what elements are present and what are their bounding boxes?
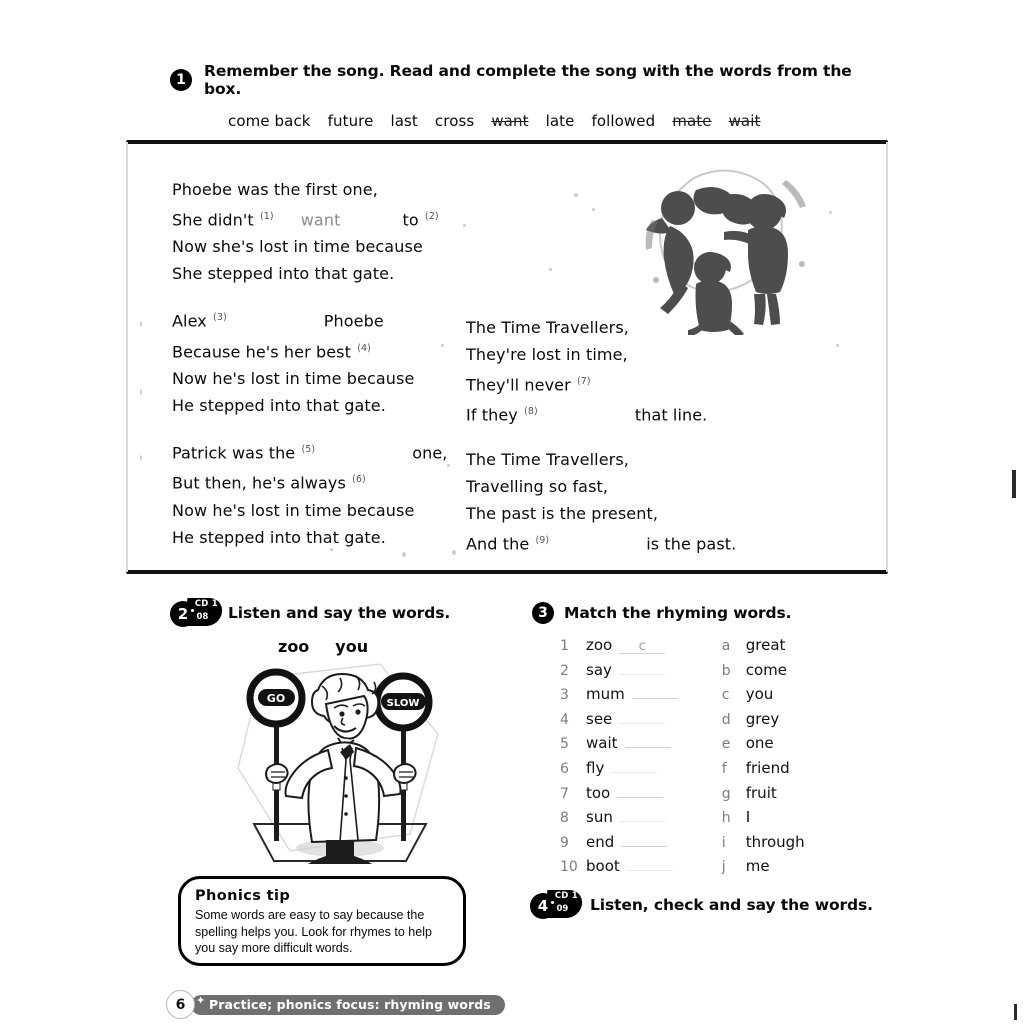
song-line <box>172 304 447 334</box>
song-line-text: Because he's her best <box>172 341 357 361</box>
song-line-text: Now he's lost in time because <box>172 500 415 520</box>
star-icon: ✦ <box>196 994 206 1007</box>
item-number: 8 <box>560 810 569 827</box>
matching-item[interactable] <box>560 784 678 809</box>
option-word: one <box>745 734 774 753</box>
option-letter: f <box>721 760 727 777</box>
song-line-text: She didn't <box>172 210 259 230</box>
option-letter: b <box>721 662 731 679</box>
item-word: zoo <box>586 636 613 654</box>
exercise-3-rubric: Match the rhyming words. <box>564 604 792 622</box>
phonics-word: you <box>335 637 369 656</box>
word-box <box>228 112 890 130</box>
footer-wrap <box>166 990 505 1019</box>
exercise-1-rubric: Remember the song. Read and complete the song with the words from the box. <box>204 62 852 98</box>
cd-track-icon <box>530 890 582 920</box>
song-line-text: Alex <box>172 311 213 331</box>
phonics-tip-title: Phonics tip <box>195 888 291 904</box>
gap-number: (1) <box>259 211 274 222</box>
song-line-text: Patrick was the <box>172 443 301 463</box>
song-line <box>172 466 447 496</box>
gap-number: (2) <box>424 211 439 222</box>
matching-item[interactable] <box>560 685 678 710</box>
phonics-tip-body: Some words are easy to say because the spelling helps you. Look for rhymes to help you say more difficult words. <box>195 908 432 955</box>
cd-hole <box>551 901 554 904</box>
song-verse <box>466 314 736 429</box>
song-line <box>466 446 736 473</box>
song-lyrics-right <box>466 314 736 574</box>
phonics-tip-box <box>178 876 466 966</box>
matching-right-column <box>722 636 805 882</box>
footer-caption: Practice; phonics focus: rhyming words <box>191 995 505 1015</box>
option-letter: i <box>721 834 726 851</box>
song-panel-top-rule <box>126 140 888 144</box>
cd-label: CD 1 <box>194 599 218 609</box>
time-travellers-illustration <box>636 160 821 335</box>
exercise-2-header <box>170 598 500 628</box>
item-number: 2 <box>560 662 569 679</box>
song-lyrics-left <box>172 176 447 568</box>
item-word: boot <box>586 857 620 876</box>
scan-edge-mark <box>1012 470 1016 498</box>
option-letter: c <box>721 687 730 704</box>
answer-blank[interactable]: c <box>619 640 665 654</box>
song-line-text: He stepped into that gate. <box>172 527 386 547</box>
matching-item[interactable] <box>560 636 678 661</box>
item-number: 4 <box>560 711 569 728</box>
item-word: fly <box>586 758 605 777</box>
item-number: 3 <box>560 687 569 704</box>
exercise-2-rubric: Listen and say the words. <box>228 604 451 622</box>
answer-blank[interactable] <box>621 833 667 847</box>
word-box-item: come back <box>228 112 311 130</box>
song-line <box>466 398 736 428</box>
cd-hole <box>191 609 194 612</box>
option-letter: a <box>721 638 731 654</box>
item-word: wait <box>586 734 618 753</box>
word-box-item: mate <box>672 112 712 130</box>
item-word: sun <box>586 808 613 827</box>
word-box-item: want <box>491 112 529 130</box>
item-number: 10 <box>560 859 578 876</box>
song-line-text: Travelling so fast, <box>466 476 609 496</box>
cd-track-icon <box>170 598 222 628</box>
gap-number: (7) <box>576 376 591 387</box>
page-number: 6 <box>166 990 195 1019</box>
song-verse <box>172 176 447 287</box>
option-letter: e <box>721 736 731 753</box>
song-line <box>172 524 447 551</box>
matching-option[interactable] <box>722 784 805 809</box>
item-number: 6 <box>560 760 569 777</box>
exercise-4 <box>530 890 873 920</box>
answer-blank[interactable] <box>619 661 665 675</box>
song-panel <box>126 140 888 574</box>
song-line-text: Now he's lost in time because <box>172 368 415 388</box>
matching-exercise <box>560 636 872 882</box>
exercise-number-badge: 2 <box>170 601 196 627</box>
answer-blank[interactable] <box>619 710 665 724</box>
exercise-4-rubric: Listen, check and say the words. <box>590 896 873 914</box>
song-line-text: If they <box>466 405 524 425</box>
song-line-text: to <box>402 210 424 230</box>
matching-item[interactable] <box>560 857 678 882</box>
matching-item[interactable] <box>560 759 678 784</box>
word-box-item: followed <box>591 112 656 130</box>
item-number: 9 <box>560 834 569 851</box>
option-letter: d <box>721 711 731 728</box>
option-word: I <box>745 808 751 827</box>
option-letter: j <box>721 859 726 876</box>
song-line-text: The Time Travellers, <box>466 318 629 337</box>
song-line <box>466 527 736 557</box>
song-line-text: They're lost in time, <box>466 345 628 364</box>
song-line-text: She stepped into that gate. <box>172 264 395 284</box>
item-number: 7 <box>560 785 569 802</box>
item-number: 5 <box>560 736 569 753</box>
option-letter: h <box>721 810 731 827</box>
matching-option[interactable] <box>722 710 805 735</box>
item-word: too <box>586 783 611 802</box>
option-word: fruit <box>745 783 777 802</box>
cd-label: CD 1 <box>554 891 578 901</box>
option-word: through <box>745 832 805 851</box>
song-line <box>172 436 447 466</box>
option-word: grey <box>745 709 780 728</box>
cd-track-number: 09 <box>556 904 569 914</box>
song-panel-left-edge <box>126 142 128 572</box>
song-verse <box>172 304 447 419</box>
song-line-text: is the past. <box>646 533 737 553</box>
matching-option[interactable] <box>722 808 805 833</box>
gap-number: (6) <box>352 474 366 486</box>
song-line-text: Phoebe <box>323 311 384 331</box>
sign-left-label: GO <box>266 692 286 705</box>
answer-blank[interactable] <box>617 784 663 798</box>
song-line <box>172 260 447 287</box>
option-word: you <box>745 685 774 704</box>
exercise-number-badge: 4 <box>530 893 556 919</box>
word-box-item: cross <box>434 112 475 130</box>
song-line-text: They'll never <box>466 375 576 395</box>
gap-number: (5) <box>301 443 316 455</box>
option-word: me <box>745 857 770 876</box>
gap-number: (4) <box>357 342 371 354</box>
scientist-with-go-and-slow-signs-illustration <box>230 656 450 871</box>
song-line <box>172 233 447 260</box>
matching-item[interactable] <box>560 833 678 858</box>
item-word: mum <box>586 685 625 704</box>
exercise-number-badge: 1 <box>170 69 192 91</box>
cd-track-number: 08 <box>196 612 209 622</box>
exercise-number-badge: 3 <box>532 602 554 624</box>
option-word: great <box>745 636 786 654</box>
song-line <box>466 368 736 398</box>
page-footer <box>166 990 505 1019</box>
exercise-3-header <box>532 602 872 624</box>
matching-item[interactable] <box>560 808 678 833</box>
matching-option[interactable] <box>722 734 805 759</box>
matching-option[interactable] <box>722 685 805 710</box>
option-word: friend <box>745 758 790 777</box>
song-line <box>466 314 736 341</box>
answer-blank[interactable] <box>627 857 673 871</box>
option-letter: g <box>721 785 731 802</box>
song-line <box>172 392 447 419</box>
song-line-text: But then, he's always <box>172 473 352 493</box>
matching-item[interactable] <box>560 661 678 686</box>
song-verse <box>466 446 736 557</box>
exercise-1-header <box>170 62 890 98</box>
song-line <box>466 500 736 527</box>
gap-number: (3) <box>213 312 227 324</box>
item-word: see <box>586 709 613 728</box>
matching-item[interactable] <box>560 734 678 759</box>
exercise-1 <box>170 62 890 130</box>
word-box-item: future <box>327 112 374 130</box>
answer-blank[interactable] <box>611 759 657 773</box>
filled-answer[interactable]: want <box>300 210 341 230</box>
exercise-2 <box>170 598 500 709</box>
song-line <box>172 335 447 365</box>
song-line <box>466 473 736 500</box>
song-line-text: The past is the present, <box>466 503 659 523</box>
matching-option[interactable] <box>722 833 805 858</box>
song-panel-right-edge <box>886 142 888 572</box>
word-box-item: late <box>545 112 575 130</box>
exercise-2-word-list <box>278 637 500 656</box>
scan-edge-mark <box>1014 1004 1017 1020</box>
option-word: come <box>745 660 787 679</box>
song-line-text: that line. <box>634 405 708 425</box>
song-verse <box>172 436 447 551</box>
answer-blank[interactable] <box>620 808 666 822</box>
gap-number: (9) <box>535 534 550 546</box>
matching-option[interactable] <box>722 759 805 784</box>
song-line-text: And the <box>466 533 535 553</box>
matching-left-column <box>560 636 678 882</box>
song-line <box>172 203 447 233</box>
item-number: 1 <box>560 638 569 654</box>
song-line-text: one, <box>412 443 448 463</box>
song-line <box>466 341 736 368</box>
item-word: end <box>586 832 615 851</box>
word-box-item: wait <box>728 112 761 130</box>
exercise-3 <box>532 602 872 882</box>
phonics-word: zoo <box>278 637 310 656</box>
matching-option[interactable] <box>722 661 805 686</box>
word-box-item: last <box>390 112 418 130</box>
song-line-text: He stepped into that gate. <box>172 395 386 415</box>
song-line-text: Phoebe was the first one, <box>172 180 378 199</box>
matching-option[interactable] <box>722 857 805 882</box>
answer-blank[interactable] <box>625 734 671 748</box>
song-line <box>172 176 447 203</box>
song-line <box>172 365 447 392</box>
song-line-text: Now she's lost in time because <box>172 237 423 257</box>
answer-blank[interactable] <box>632 685 678 699</box>
sign-right-label: SLOW <box>386 698 420 709</box>
song-line-text: The Time Travellers, <box>466 449 629 469</box>
matching-item[interactable] <box>560 710 678 735</box>
song-line <box>172 497 447 524</box>
item-word: say <box>586 660 612 679</box>
gap-number: (8) <box>524 406 538 418</box>
matching-option[interactable] <box>722 636 805 661</box>
